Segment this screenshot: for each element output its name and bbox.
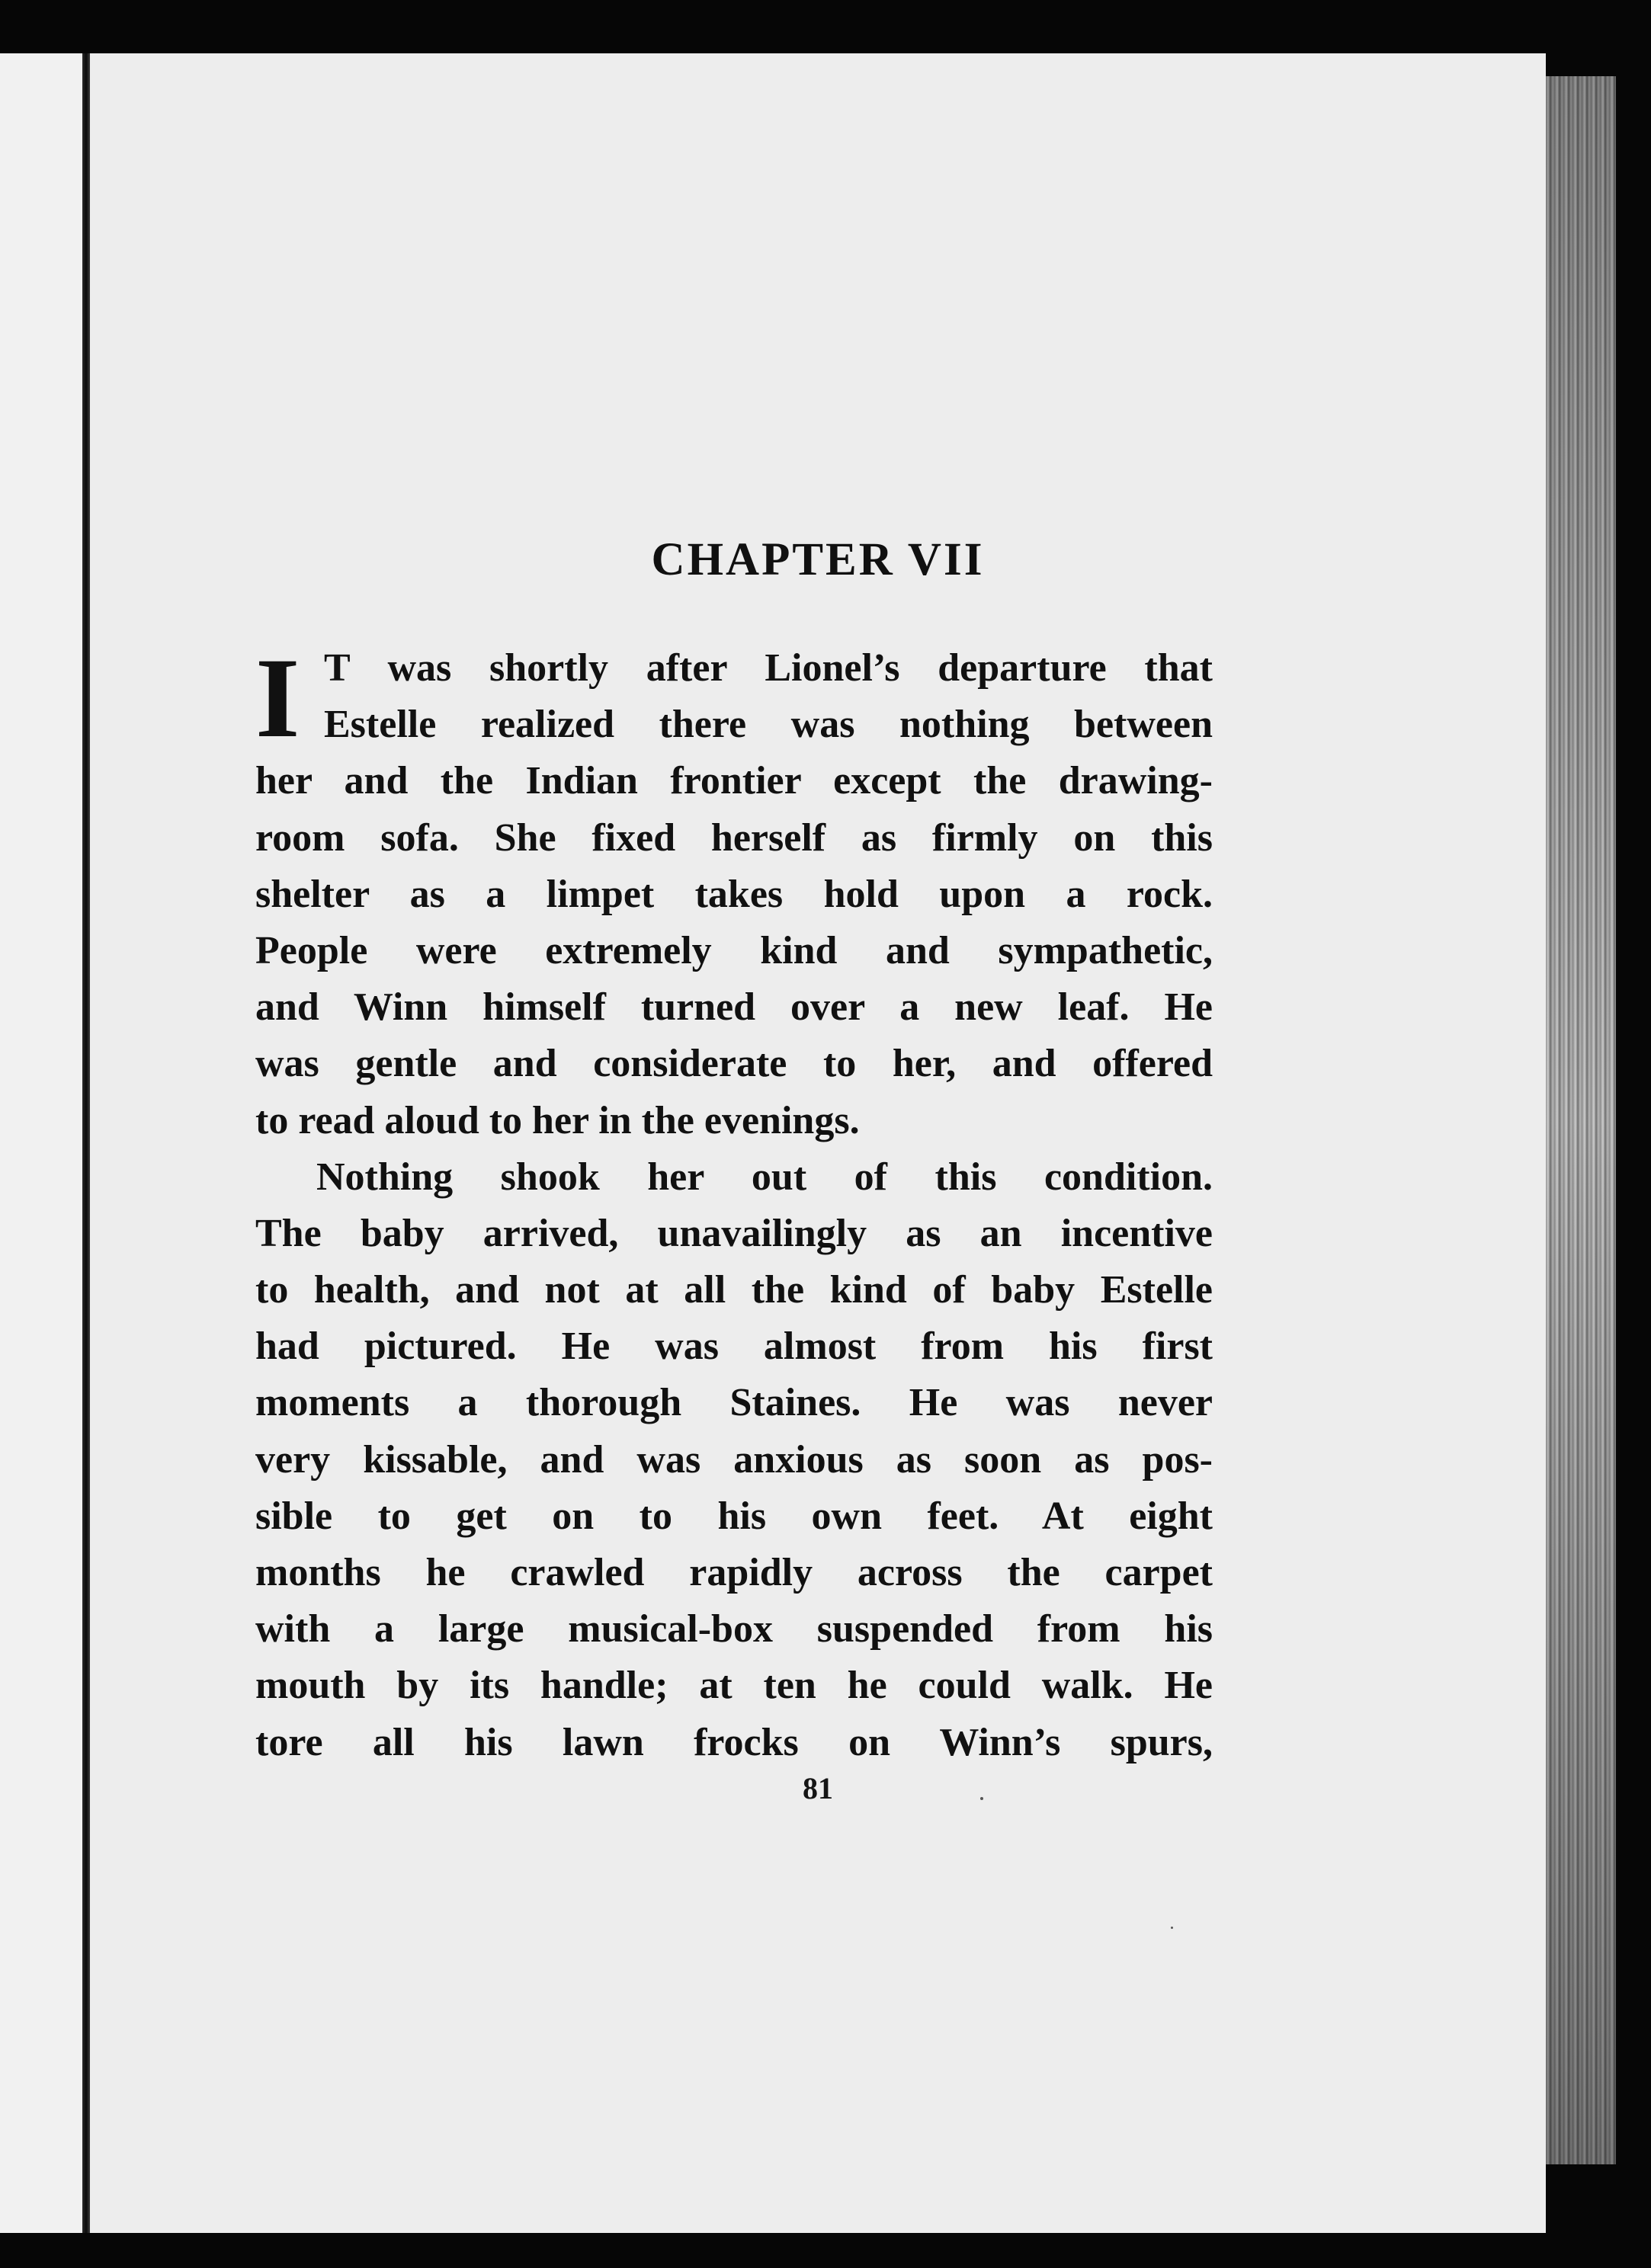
- text-line: moments a thorough Staines. He was never: [255, 1381, 1213, 1425]
- page-edges-shade: [1546, 76, 1616, 2164]
- text-line: People were extremely kind and sympathetic,: [255, 928, 1213, 972]
- chapter-body: [255, 635, 1213, 1771]
- text-line: with a large musical-box suspended from his: [255, 1607, 1213, 1651]
- text-line: months he crawled rapidly across the carpet: [255, 1551, 1213, 1594]
- text-line: shelter as a limpet takes hold upon a rock.: [255, 872, 1213, 916]
- text-line: mouth by its handle; at ten he could walk. He: [255, 1664, 1213, 1708]
- text-line: and Winn himself turned over a new leaf. He: [255, 985, 1213, 1030]
- text-line: The baby arrived, unavailingly as an incentive: [255, 1211, 1213, 1255]
- left-page-edge: [0, 53, 88, 2233]
- text-line: was gentle and considerate to her, and offered: [255, 1042, 1213, 1086]
- text-line: to health, and not at all the kind of baby Estelle: [255, 1268, 1213, 1312]
- text-line: very kissable, and was anxious as soon as pos-: [255, 1437, 1213, 1482]
- text-line: T was shortly after Lionel’s departure that: [324, 646, 1213, 690]
- text-line: room sofa. She fixed herself as firmly on this: [255, 815, 1213, 860]
- book-gutter: [82, 53, 90, 2233]
- chapter-title: CHAPTER VII: [651, 534, 985, 585]
- text-line: tore all his lawn frocks on Winn’s spurs,: [255, 1720, 1213, 1764]
- text-line: to read aloud to her in the evenings.: [255, 1098, 860, 1142]
- text-line: had pictured. He was almost from his first: [255, 1325, 1213, 1369]
- drop-cap: I: [255, 635, 300, 761]
- page-number: 81: [803, 1771, 833, 1805]
- scan-speck: [1171, 1927, 1173, 1929]
- text-line: sible to get on to his own feet. At eight: [255, 1494, 1213, 1538]
- text-line: Estelle realized there was nothing between: [324, 703, 1213, 747]
- text-line: Nothing shook her out of this condition.: [316, 1155, 1213, 1199]
- text-line: her and the Indian frontier except the drawing-: [255, 759, 1213, 803]
- scan-speck: [980, 1797, 983, 1800]
